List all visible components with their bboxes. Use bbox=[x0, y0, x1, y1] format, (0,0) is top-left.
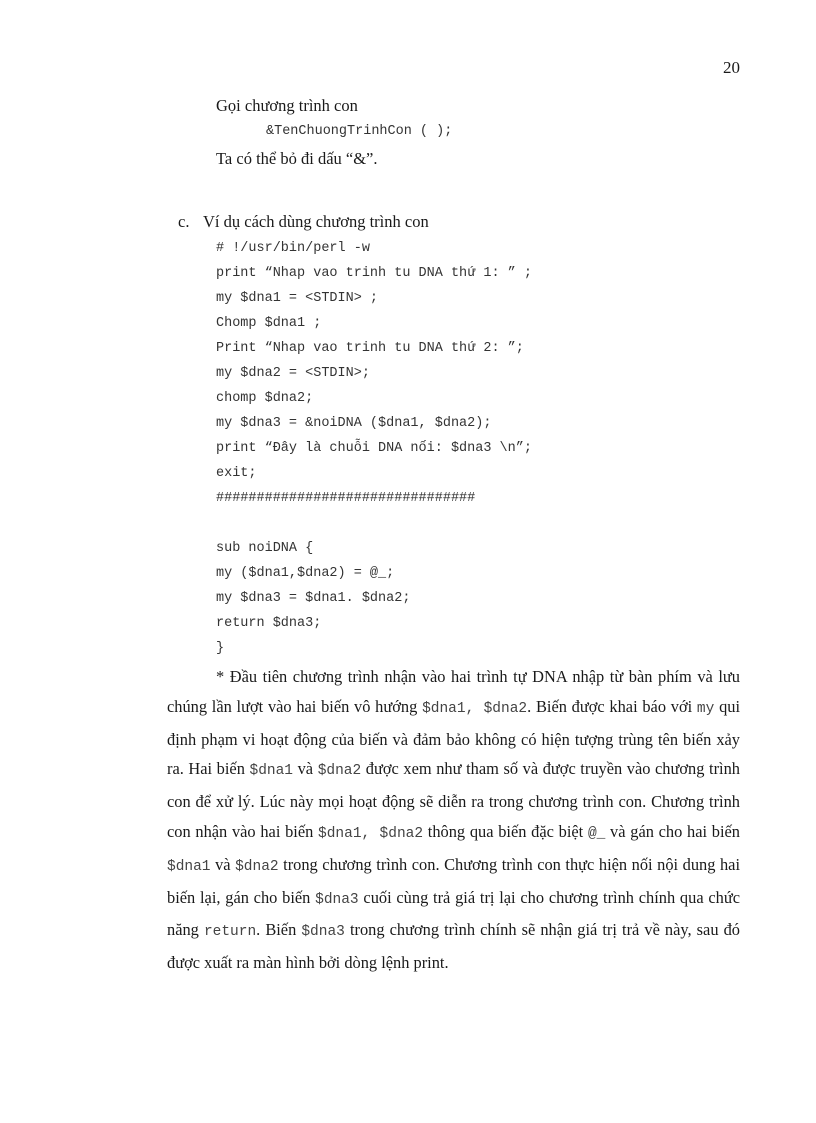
code-line: } bbox=[216, 641, 225, 656]
inline-code: $dna3 bbox=[301, 924, 345, 941]
code-line: # !/usr/bin/perl -w bbox=[216, 241, 370, 256]
call-sub-label: Gọi chương trình con bbox=[216, 96, 358, 115]
code-line: my $dna3 = $dna1. $dna2; bbox=[216, 591, 411, 606]
inline-code: $dna3 bbox=[315, 891, 359, 908]
call-sub-code: &TenChuongTrinhCon ( ); bbox=[266, 124, 453, 139]
section-c-title: Ví dụ cách dùng chương trình con bbox=[203, 212, 429, 231]
text-run: trong chương trình con. Chương trình con thực hiện nối nội dung hai biến lại, gán cho biến bbox=[167, 854, 740, 907]
code-line: my $dna1 = <STDIN> ; bbox=[216, 291, 379, 306]
code-line: chomp $dna2; bbox=[216, 391, 314, 406]
code-line: return $dna3; bbox=[216, 616, 322, 631]
text-run: và bbox=[293, 759, 318, 779]
section-c-marker: c. bbox=[178, 212, 190, 231]
inline-code: $dna2 bbox=[317, 763, 362, 780]
text-run: cuối cùng trả giá trị lại cho chương trình chính qua chức năng bbox=[167, 887, 740, 940]
code-line: my ($dna1,$dna2) = @_; bbox=[216, 566, 395, 581]
code-line: ################################ bbox=[216, 491, 476, 506]
code-line: my $dna3 = &noiDNA ($dna1, $dna2); bbox=[216, 416, 492, 431]
call-sub-note: Ta có thể bỏ đi dấu “&”. bbox=[216, 149, 378, 168]
code-line: Print “Nhap vao trinh tu DNA thứ 2: ”; bbox=[216, 341, 524, 356]
text-run: . Biến được khai báo với bbox=[527, 696, 697, 716]
inline-code: $dna2 bbox=[235, 858, 279, 875]
inline-code: @_ bbox=[587, 825, 606, 842]
page-number: 20 bbox=[723, 58, 740, 77]
code-line: print “Đây là chuỗi DNA nối: $dna3 \n”; bbox=[216, 441, 532, 456]
text-run: . Biến bbox=[256, 920, 302, 940]
text-run: và gán cho hai biến bbox=[605, 821, 740, 841]
code-line: sub noiDNA { bbox=[216, 541, 314, 556]
inline-code: $dna1, $dna2 bbox=[422, 700, 528, 717]
inline-code: return bbox=[203, 924, 257, 941]
code-line: print “Nhap vao trinh tu DNA thứ 1: ” ; bbox=[216, 266, 532, 281]
text-run: * Đầu tiên chương trình nhận vào hai trình tự DNA nhập từ bàn phím và lưu chúng lần lượt vào hai biến vô hướng bbox=[167, 667, 740, 716]
text-run: được xem như tham số và được truyền vào chương trình con để xử lý. Lúc này mọi hoạt động sẽ diễn ra trong chương trình con. Chương trình con nhận vào hai biến bbox=[167, 759, 740, 841]
inline-code: $dna1 bbox=[249, 763, 294, 780]
text-run: qui định phạm vi hoạt động của biến và đảm bảo không có hiện tượng trùng tên biến xảy ra. Hai biến bbox=[167, 696, 741, 779]
inline-code: my bbox=[696, 700, 715, 717]
inline-code: $dna1, $dna2 bbox=[318, 825, 424, 842]
code-line: my $dna2 = <STDIN>; bbox=[216, 366, 370, 381]
code-line: exit; bbox=[216, 466, 257, 481]
text-run: và bbox=[210, 854, 236, 874]
text-run: thông qua biến đặc biệt bbox=[423, 821, 588, 841]
text-run: trong chương trình chính sẽ nhận giá trị trả về này, sau đó được xuất ra màn hình bởi dòng lệnh print. bbox=[167, 920, 740, 973]
explanation-paragraph bbox=[167, 662, 740, 978]
inline-code: $dna1 bbox=[167, 858, 211, 875]
code-line: Chomp $dna1 ; bbox=[216, 316, 322, 331]
